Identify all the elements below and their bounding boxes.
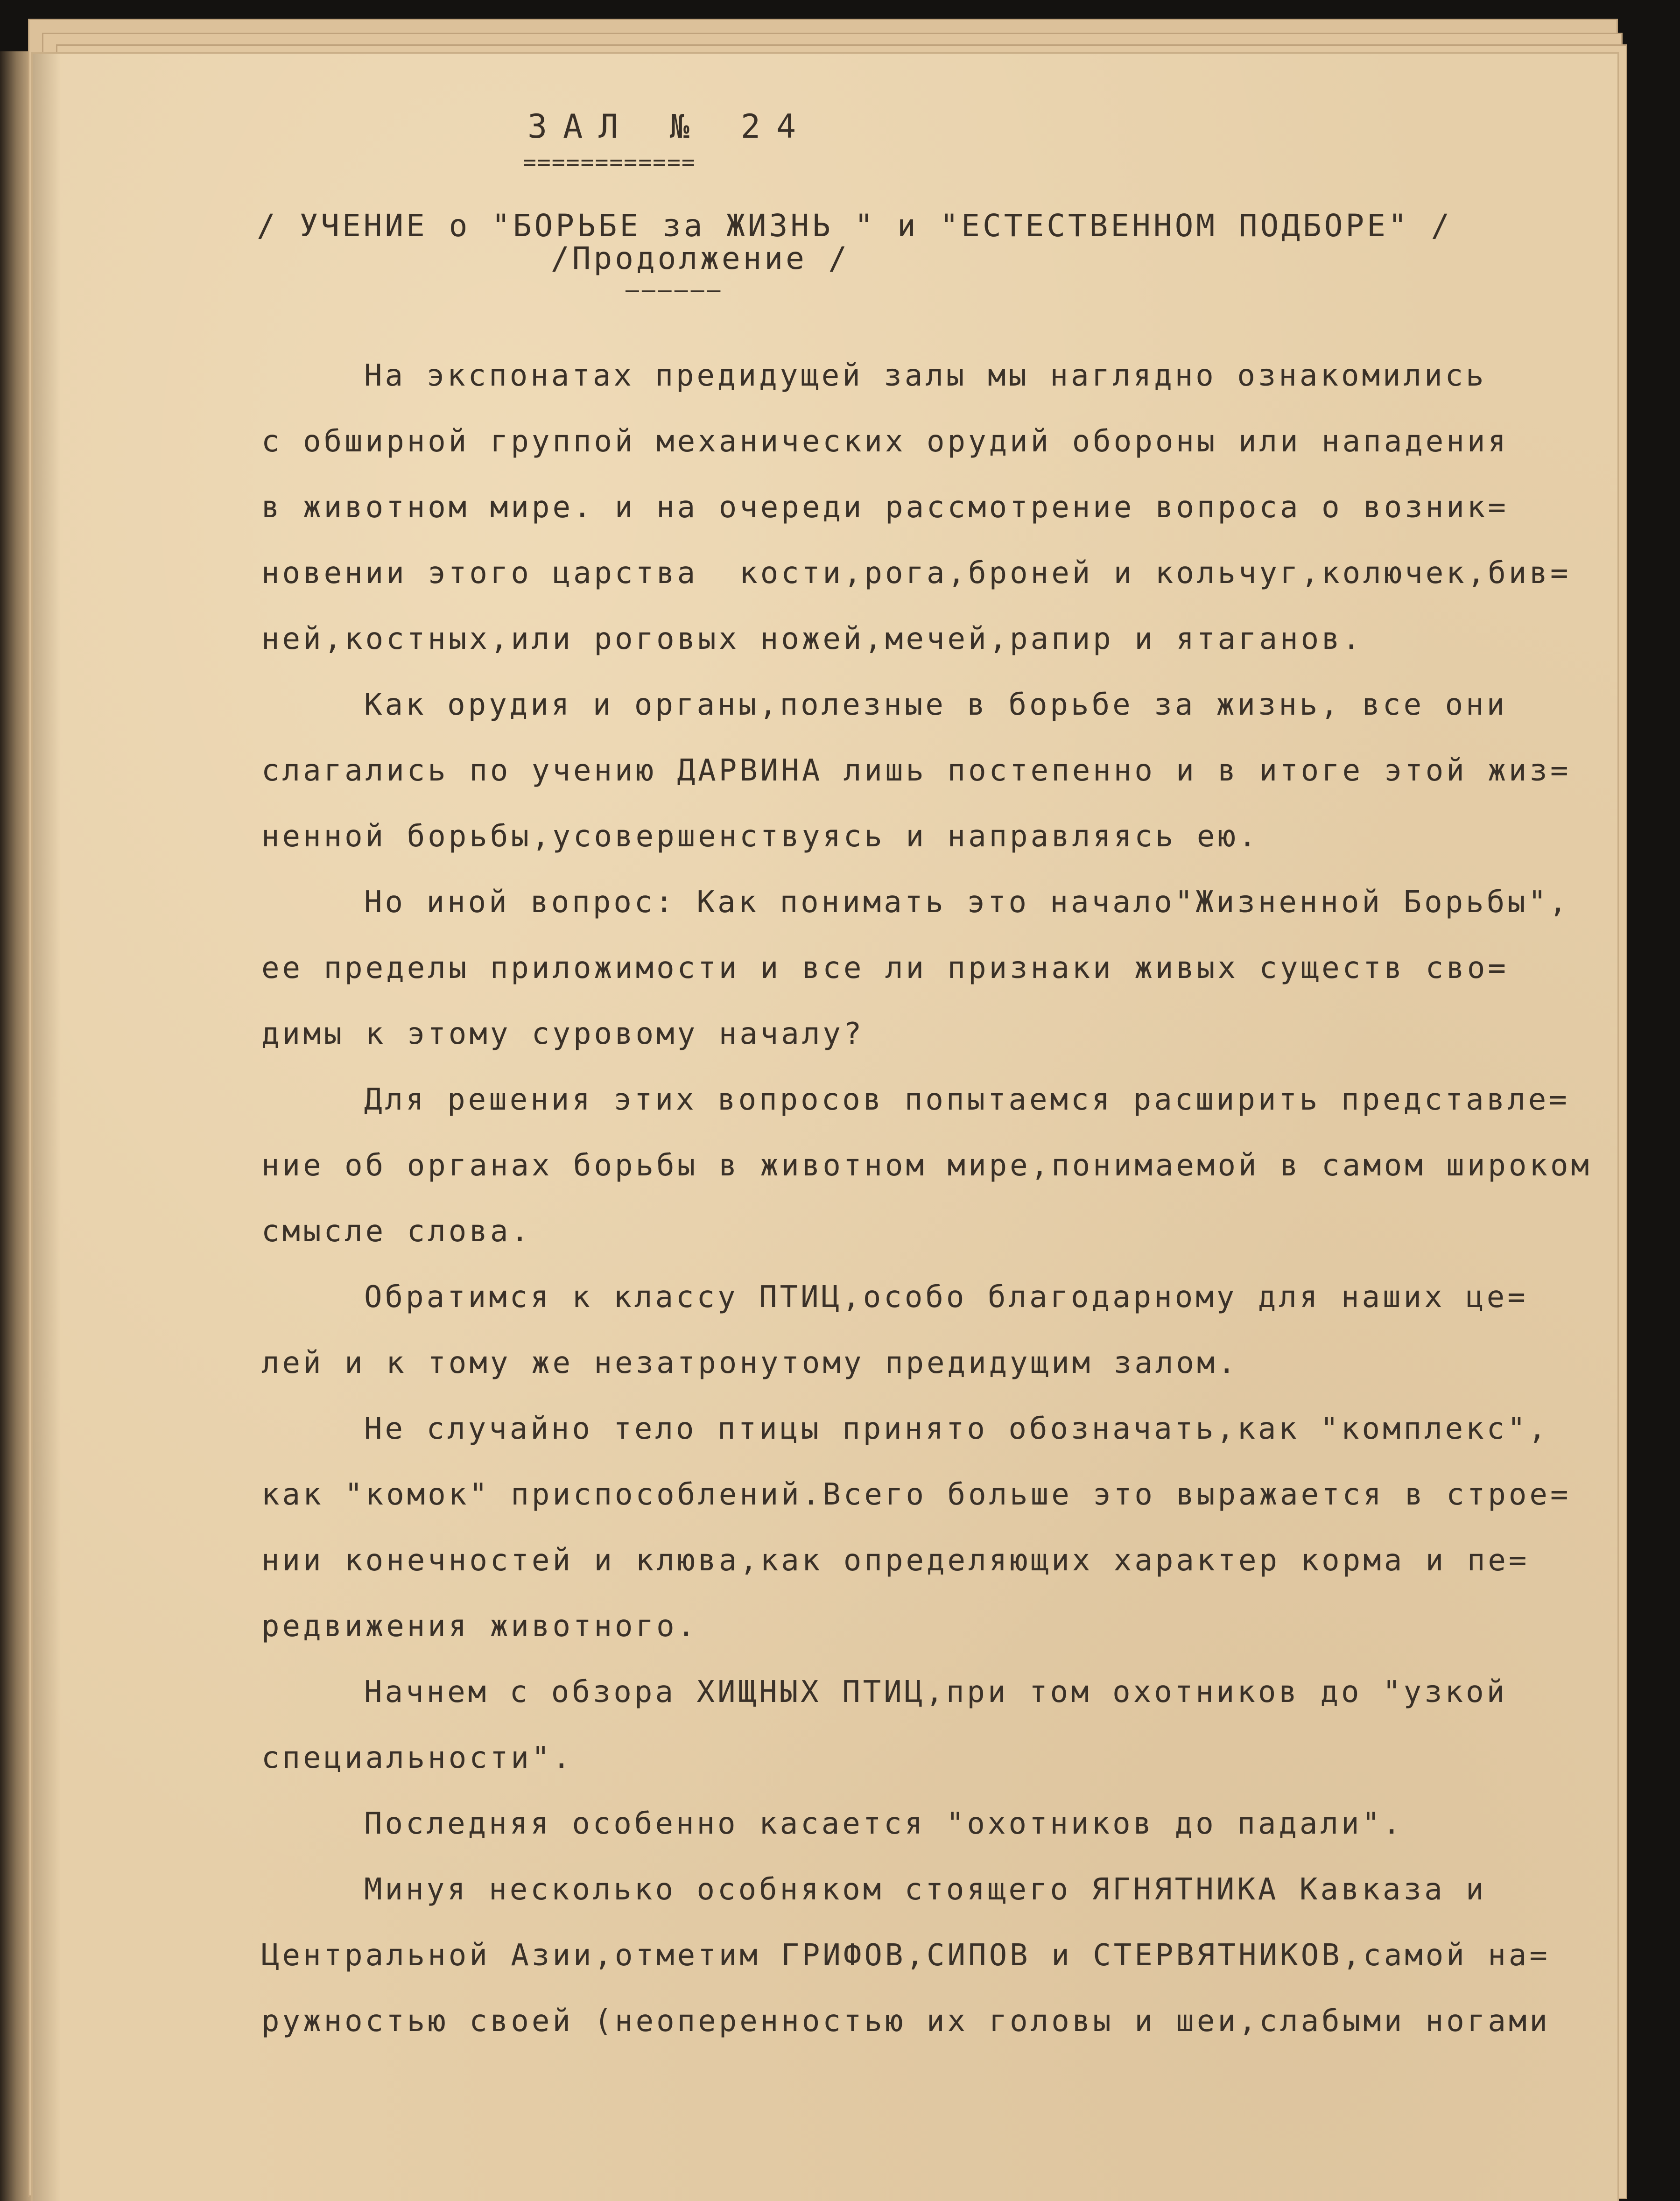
text-line: нии конечностей и клюва,как определяющих характер корма и пе= bbox=[261, 1543, 1530, 1578]
page-title: / УЧЕНИЕ о "БОРЬБЕ за ЖИЗНЬ " и "ЕСТЕСТВЕННОМ ПОДБОРЕ" / bbox=[257, 208, 1453, 244]
paragraph bbox=[261, 672, 1615, 870]
paragraph bbox=[261, 343, 1615, 672]
paragraph bbox=[261, 1265, 1615, 1396]
heading-underline: ============ bbox=[523, 149, 696, 176]
text-line: редвижения животного. bbox=[261, 1609, 698, 1644]
text-line: Не случайно тело птицы принято обозначать,как "комплекс", bbox=[364, 1412, 1549, 1446]
hall-number-heading: ЗАЛ № 24 bbox=[527, 107, 812, 146]
paragraph bbox=[261, 1791, 1615, 1857]
text-line: Центральной Азии,отметим ГРИФОВ,СИПОВ и СТЕРВЯТНИКОВ,самой на= bbox=[261, 1938, 1550, 1973]
text-line: ее пределы приложимости и все ли признаки живых существ сво= bbox=[261, 951, 1509, 985]
text-line: новении этого царства кости,рога,броней и кольчуг,колючек,бив= bbox=[261, 556, 1571, 591]
paragraph bbox=[261, 1660, 1615, 1791]
text-line: Начнем с обзора ХИЩНЫХ ПТИЦ,при том охотников до "узкой bbox=[364, 1675, 1508, 1709]
page-subtitle: /Продолжение / bbox=[551, 240, 850, 276]
text-line: в животном мире. и на очереди рассмотрение вопроса о возник= bbox=[261, 490, 1509, 525]
text-line: Последняя особенно касается "охотников до падали". bbox=[364, 1807, 1404, 1841]
text-line: ние об органах борьбы в животном мире,понимаемой в самом широком bbox=[261, 1148, 1592, 1183]
text-line: димы к этому суровому началу? bbox=[261, 1017, 865, 1051]
paragraph bbox=[261, 1067, 1615, 1265]
typewritten-page bbox=[33, 54, 1617, 2201]
text-line: Минуя несколько особняком стоящего ЯГНЯТНИКА Кавказа и bbox=[364, 1872, 1487, 1907]
text-line: специальности". bbox=[261, 1741, 573, 1775]
text-line: Как орудия и органы,полезные в борьбе за жизнь, все они bbox=[364, 688, 1508, 722]
text-line: смысле слова. bbox=[261, 1214, 532, 1249]
paragraph bbox=[261, 1857, 1615, 2054]
text-line: ней,костных,или роговых ножей,мечей,рапир и ятаганов. bbox=[261, 622, 1364, 656]
title-separator: –––––– bbox=[626, 277, 724, 303]
text-line: Но иной вопрос: Как понимать это начало"Жизненной Борьбы", bbox=[364, 885, 1570, 920]
text-line: ружностью своей (неоперенностью их головы и шеи,слабыми ногами bbox=[261, 2004, 1550, 2039]
text-line: с обширной группой механических орудий обороны или нападения bbox=[261, 424, 1509, 459]
text-line: лей и к тому же незатронутому предидущим залом. bbox=[261, 1346, 1238, 1380]
text-line: слагались по учению ДАРВИНА лишь постепенно и в итоге этой жиз= bbox=[261, 753, 1571, 788]
text-line: Для решения этих вопросов попытаемся расширить представле= bbox=[364, 1083, 1570, 1117]
text-line: Обратимся к классу ПТИЦ,особо благодарному для наших це= bbox=[364, 1280, 1528, 1315]
page-fold-shadow bbox=[33, 54, 61, 2201]
body-text bbox=[261, 343, 1615, 2054]
text-line: как "комок" приспособлений.Всего больше это выражается в строе= bbox=[261, 1477, 1571, 1512]
paragraph bbox=[261, 1396, 1615, 1660]
text-line: На экспонатах предидущей залы мы наглядно ознакомились bbox=[364, 359, 1487, 393]
text-line: ненной борьбы,усовершенствуясь и направляясь ею. bbox=[261, 819, 1259, 854]
paragraph bbox=[261, 870, 1615, 1067]
